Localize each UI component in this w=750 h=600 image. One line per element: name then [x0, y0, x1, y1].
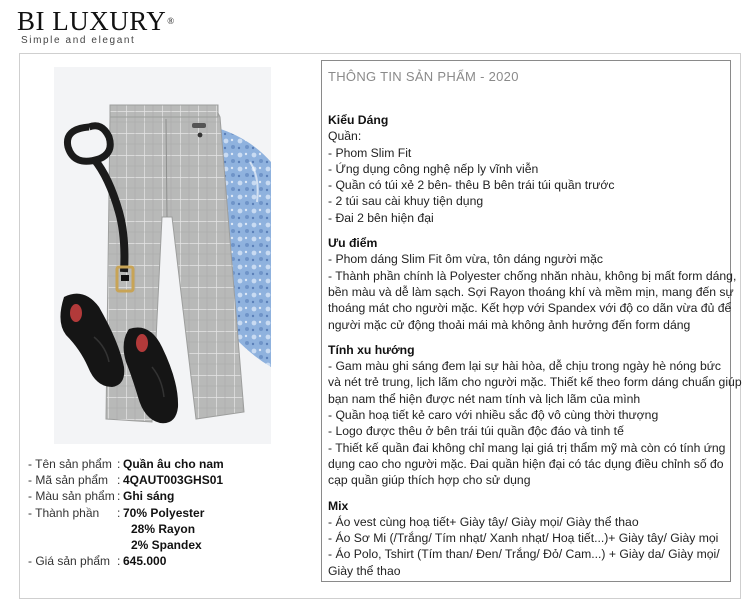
section-mix [328, 498, 728, 579]
section-line: - Quần hoạ tiết kẻ caro với nhiều sắc độ vô cùng thời thượng [328, 408, 659, 423]
section-line: - Thiết kế quần đai không chỉ mang lại giá trị thẩm mỹ mà còn có tính ứng [328, 440, 726, 455]
panel-title: THÔNG TIN SẢN PHẨM - 2020 [328, 69, 519, 84]
section-line: - Thành phần chính là Polyester chống nhăn nhàu, không bị mất form dáng, [328, 268, 737, 283]
material-polyester: 70% Polyester [123, 505, 205, 520]
section-style [328, 112, 728, 226]
section-line: thoáng mát cho người mặc. Kết hợp với Spandex với độ co dãn vừa đủ để [328, 301, 732, 316]
spec-value: 4QAUT003GHS01 [123, 473, 224, 488]
spec-value: 645.000 [123, 554, 167, 569]
product-specs [28, 456, 224, 569]
spec-label: - Tên sản phẩm [28, 457, 112, 471]
brand-logo [17, 6, 175, 46]
section-title: Ưu điểm [328, 236, 378, 251]
spec-value: Quần âu cho nam [123, 457, 224, 471]
registered-mark: ® [167, 16, 175, 26]
spec-price: - Giá sản phẩm : 645.000 [28, 554, 167, 569]
spec-label: - Màu sản phẩm [28, 489, 115, 504]
spec-label: - Giá sản phẩm [28, 554, 111, 569]
spec-color: - Màu sản phẩm : Ghi sáng [28, 489, 175, 504]
section-trend [328, 342, 742, 489]
section-line: dụng cao cho người mặc. Đai quần hiện đại có tác dụng điều chỉnh số đo [328, 456, 724, 471]
section-line: - Ứng dụng công nghệ nếp ly vĩnh viễn [328, 161, 539, 176]
section-line: bền màu và dễ làm sạch. Sợi Rayon thoáng khí và mềm mịn, mang đến sự [328, 284, 734, 299]
product-illustration [54, 67, 271, 444]
panel-body [328, 112, 742, 588]
section-line: - Gam màu ghi sáng đem lại sự hài hòa, dễ chịu trong ngày hè nóng bức [328, 359, 722, 374]
material-spandex: 2% Spandex [131, 538, 202, 553]
section-line: - Phom Slim Fit [328, 145, 412, 160]
spec-value: Ghi sáng [123, 489, 175, 504]
section-line: - Đai 2 bên hiện đại [328, 210, 434, 225]
brand-tagline: Simple and elegant [21, 35, 136, 46]
material-rayon: 28% Rayon [131, 521, 196, 536]
section-line: Quần: [328, 129, 362, 144]
section-line: Giày thể thao [328, 563, 401, 578]
section-line: - Logo được thêu ở bên trái túi quần độc đáo và tinh tế [328, 424, 624, 439]
spec-label: - Mã sản phẩm [28, 473, 109, 488]
spec-material: - Thành phần : 70% Polyester 28% Rayon 2% Spandex [28, 505, 205, 553]
section-advantages [328, 235, 737, 333]
spec-name: - Tên sản phẩm : Quần âu cho nam [28, 457, 224, 471]
section-line: - 2 túi sau cài khuy tiện dụng [328, 194, 484, 209]
spec-code: - Mã sản phẩm : 4QAUT003GHS01 [28, 473, 224, 488]
section-line: người mặc cử động thoải mái mà không ảnh hưởng đến form dáng [328, 317, 691, 332]
section-line: bạn nam thể hiện được nét nam tính và lịch lãm của mình [328, 391, 641, 406]
spec-value [123, 505, 204, 554]
section-line: - Áo Polo, Tshirt (Tím than/ Đen/ Trắng/ Đỏ/ Cam...) + Giày da/ Giày mọi/ [328, 547, 720, 562]
spec-label: - Thành phần [28, 505, 100, 520]
section-title: Tính xu hướng [328, 342, 415, 357]
section-line: - Áo Sơ Mi (/Trắng/ Tím nhạt/ Xanh nhạt/ Hoạ tiết...)+ Giày tây/ Giày mọi [328, 531, 719, 546]
product-info-panel [321, 60, 742, 582]
section-line: - Quần có túi xẻ 2 bên- thêu B bên trái túi quần trước [328, 178, 615, 193]
section-line: - Phom dáng Slim Fit ôm vừa, tôn dáng người mặc [328, 252, 603, 267]
section-line: cạp quần giúp thích hợp cho sử dụng [328, 473, 531, 488]
section-title: Kiểu Dáng [328, 113, 389, 127]
section-line: và nét trẻ trung, lịch lãm cho người mặc. Thiết kế theo form dáng chuẩn giúp [328, 375, 742, 390]
brand-name: BI LUXURY [17, 6, 167, 36]
product-photo [54, 67, 271, 444]
section-line: - Áo vest cùng hoạ tiết+ Giày tây/ Giày mọi/ Giày thể thao [328, 514, 639, 529]
section-title: Mix [328, 498, 349, 513]
